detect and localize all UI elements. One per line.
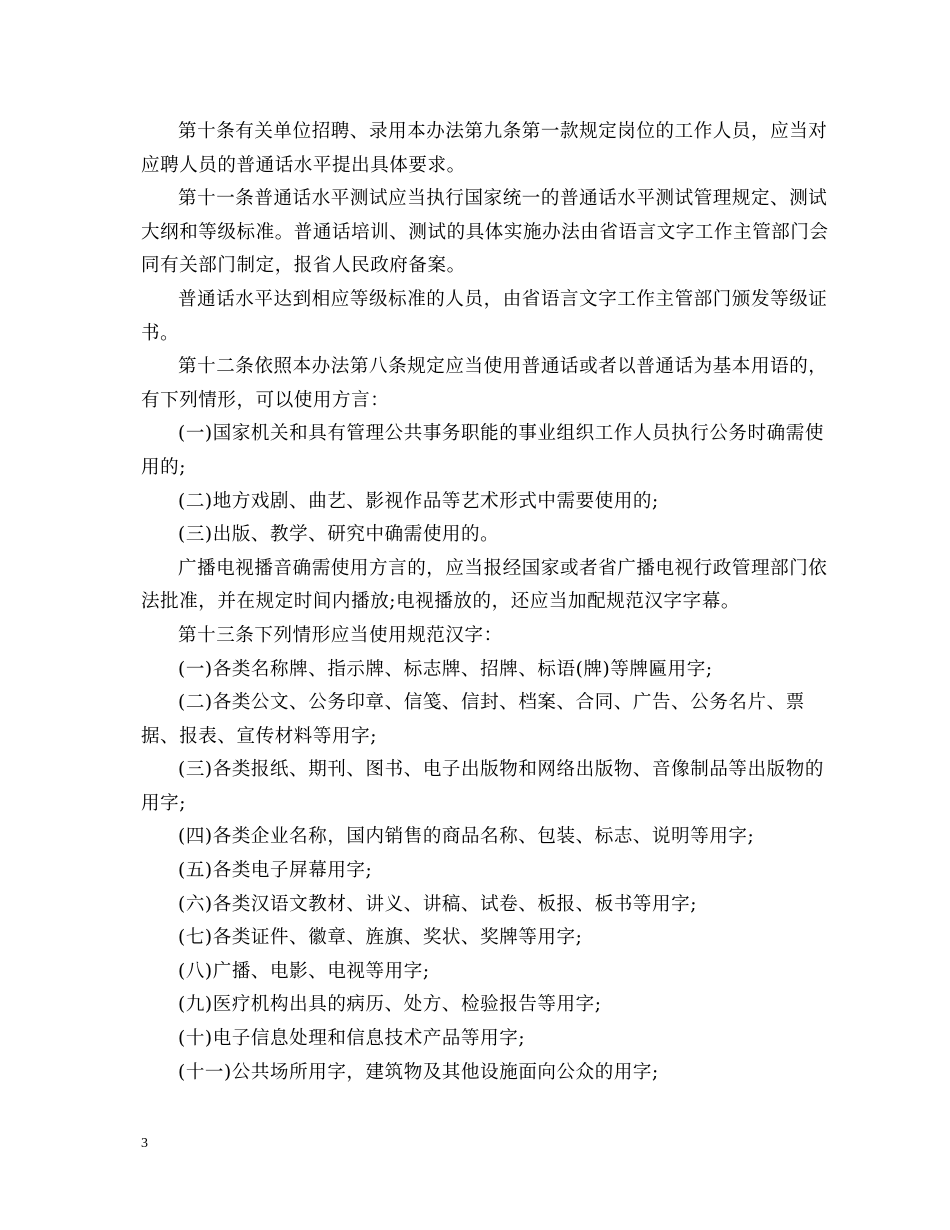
paragraph-article-11: 第十一条普通话水平测试应当执行国家统一的普通话水平测试管理规定、测试大纲和等级标准。普通话培训、测试的具体实施办法由省语言文字工作主管部门会同有关部门制定，报省人民政府备案。 bbox=[141, 188, 829, 277]
list-item: (十)电子信息处理和信息技术产品等用字; bbox=[178, 1028, 526, 1050]
list-item: (三)出版、教学、研究中确需使用的。 bbox=[178, 524, 500, 546]
list-item: (一)各类名称牌、指示牌、标志牌、招牌、标语(牌)等牌匾用字; bbox=[178, 658, 713, 680]
list-item: (一)国家机关和具有管理公共事务职能的事业组织工作人员执行公务时确需使用的; bbox=[141, 423, 824, 478]
list-item: (八)广播、电影、电视等用字; bbox=[178, 960, 430, 982]
paragraph-certificate: 普通话水平达到相应等级标准的人员，由省语言文字工作主管部门颁发等级证书。 bbox=[141, 288, 828, 344]
list-item: (四)各类企业名称，国内销售的商品名称、包装、标志、说明等用字; bbox=[178, 826, 755, 848]
list-item: (二)各类公文、公务印章、信笺、信封、档案、合同、广告、公务名片、票据、报表、宣传材料等用字; bbox=[141, 692, 805, 747]
document-body bbox=[141, 115, 831, 1089]
paragraph-article-13: 第十三条下列情形应当使用规范汉字： bbox=[178, 624, 503, 646]
page-number: 3 bbox=[141, 1136, 148, 1151]
list-item: (二)地方戏剧、曲艺、影视作品等艺术形式中需要使用的; bbox=[178, 490, 659, 512]
list-item: (九)医疗机构出具的病历、处方、检验报告等用字; bbox=[178, 994, 602, 1016]
paragraph-broadcast-dialect: 广播电视播音确需使用方言的，应当报经国家或者省广播电视行政管理部门依法批准，并在规定时间内播放;电视播放的，还应当加配规范汉字字幕。 bbox=[141, 557, 828, 613]
list-item: (十一)公共场所用字，建筑物及其他设施面向公众的用字; bbox=[178, 1061, 659, 1083]
list-item: (三)各类报纸、期刊、图书、电子出版物和网络出版物、音像制品等出版物的用字; bbox=[141, 759, 824, 814]
list-item: (六)各类汉语文教材、讲义、讲稿、试卷、板报、板书等用字; bbox=[178, 893, 698, 915]
list-item: (五)各类电子屏幕用字; bbox=[178, 860, 373, 882]
paragraph-article-12: 第十二条依照本办法第八条规定应当使用普通话或者以普通话为基本用语的，有下列情形，可以使用方言： bbox=[141, 356, 828, 411]
paragraph-article-10: 第十条有关单位招聘、录用本办法第九条第一款规定岗位的工作人员，应当对应聘人员的普通话水平提出具体要求。 bbox=[141, 121, 828, 176]
list-item: (七)各类证件、徽章、旌旗、奖状、奖牌等用字; bbox=[178, 927, 583, 949]
